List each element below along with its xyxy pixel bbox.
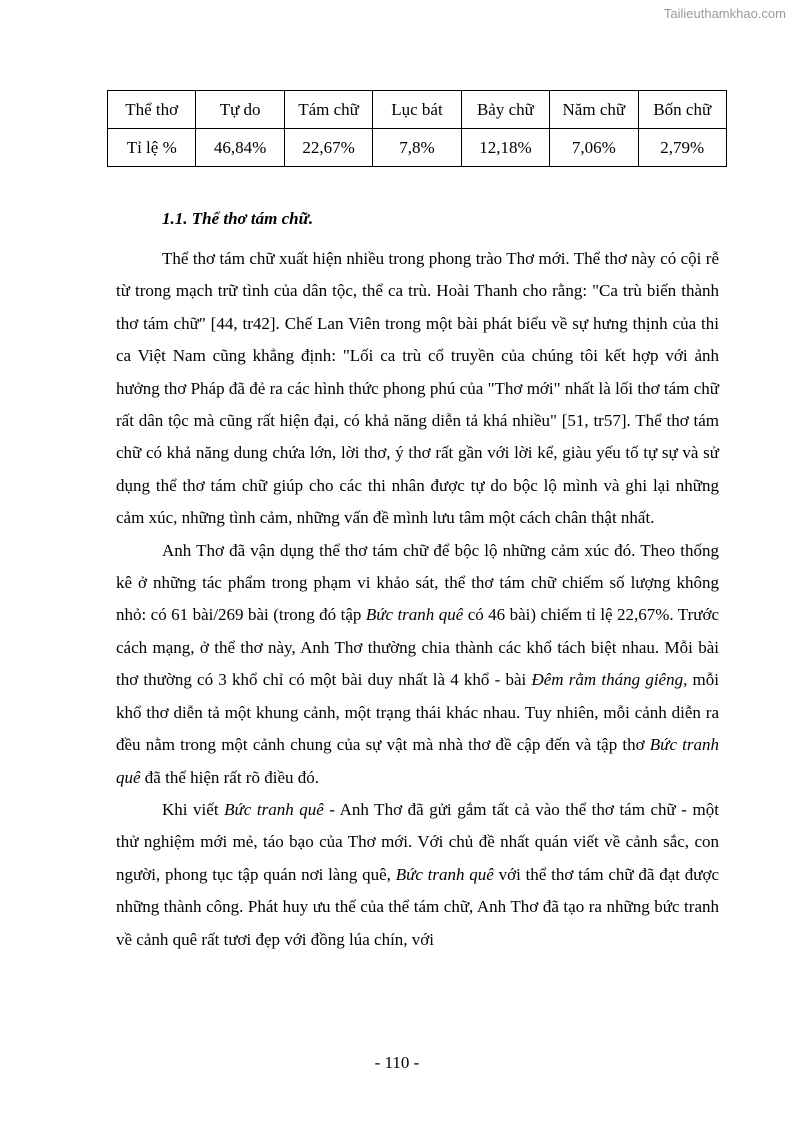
paragraph bbox=[116, 535, 719, 794]
table-header-row bbox=[108, 91, 727, 129]
page-number: - 110 - bbox=[374, 1053, 420, 1072]
table-cell: 46,84% bbox=[196, 129, 284, 167]
text-span: có 46 bài) chiếm tỉ lệ 22,67%. Trước cách mạng, ở thể thơ này, Anh Thơ thường chia thành các khổ tách biệt nhau. Mỗi bài thơ thường có 3 khổ chỉ có một bài duy nhất là 4 khổ - bài bbox=[116, 605, 720, 690]
table-cell: 7,8% bbox=[373, 129, 461, 167]
book-title: Bức tranh quê bbox=[365, 605, 464, 625]
body-text bbox=[116, 243, 719, 956]
paragraph: Thể thơ tám chữ xuất hiện nhiều trong phong trào Thơ mới. Thể thơ này có cội rễ từ trong mạch trữ tình của dân tộc, thể ca trù. Hoài Thanh cho rằng: "Ca trù biến thành thơ tám chữ" [44, tr42]. Chế Lan Viên trong một bài phát biểu về sự hưng thịnh của thi ca Việt Nam cũng khẳng định: "Lối ca trù cổ truyền của chúng tôi kết hợp với ảnh hưởng thơ Pháp đã đẻ ra các hình thức phong phú của "Thơ mới" nhất là lối thơ tám chữ rất dân tộc mà cũng rất hiện đại, có khả năng diễn tả khá nhiều" [51, tr57]. Thể thơ tám chữ có khả năng dung chứa lớn, lời thơ, ý thơ rất gần với lời kể, giàu yếu tố tự sự và sử dụng thể thơ tám chữ giúp cho các thi nhân được tự do bộc lộ mình và ghi lại những cảm xúc, những tình cảm, những vấn đề mình lưu tâm một cách chân thật nhất. bbox=[116, 249, 719, 528]
text-span: Khi viết bbox=[162, 799, 225, 819]
text-span: với thể thơ tám chữ đã đạt được những thành công. Phát huy ưu thế của thể tám chữ, Anh Thơ đã tạo ra những bức tranh về cảnh quê rất tươi đẹp với đồng lúa chín, với bbox=[116, 864, 719, 949]
table-cell: Tự do bbox=[196, 91, 284, 129]
section-heading: 1.1. Thể thơ tám chữ. bbox=[162, 209, 314, 228]
table-cell: Năm chữ bbox=[550, 91, 638, 129]
table-cell: Tám chữ bbox=[284, 91, 372, 129]
table-cell: 12,18% bbox=[461, 129, 549, 167]
table-cell: 22,67% bbox=[284, 129, 372, 167]
table-cell: 7,06% bbox=[550, 129, 638, 167]
poem-title: Đêm rằm tháng giêng, bbox=[531, 670, 688, 690]
table-cell: Lục bát bbox=[373, 91, 461, 129]
watermark: Tailieuthamkhao.com bbox=[663, 6, 786, 21]
text-span: đã thể hiện rất rõ điều đó. bbox=[140, 767, 319, 787]
text-span: mỗi khổ thơ diễn tả một khung cảnh, một trạng thái khác nhau. Tuy nhiên, mỗi cảnh diễn ra đều nằm trong một cảnh chung của sự vật mà nhà thơ đề cập đến và tập thơ bbox=[116, 670, 719, 755]
book-title: Bức tranh quê bbox=[116, 735, 719, 787]
table-cell: Thể thơ bbox=[108, 91, 196, 129]
table-cell: Bảy chữ bbox=[461, 91, 549, 129]
book-title: Bức tranh quê bbox=[395, 864, 494, 884]
book-title: Bức tranh quê bbox=[224, 799, 324, 819]
table-cell: Tỉ lệ % bbox=[108, 129, 196, 167]
text-span: Anh Thơ đã vận dụng thể thơ tám chữ để bộc lộ những cảm xúc đó. Theo thống kê ở những tác phẩm trong phạm vi khảo sát, thể thơ tám chữ chiếm số lượng không nhỏ: có 61 bài/269 bài (trong đó tập bbox=[116, 540, 719, 625]
text-span: - Anh Thơ đã gửi gắm tất cả vào thể thơ tám chữ - một thử nghiệm mới mẻ, táo bạo của Thơ mới. Với chủ đề nhất quán viết về cảnh sắc, con người, phong tục tập quán nơi làng quê, bbox=[116, 799, 719, 884]
table-row bbox=[108, 129, 727, 167]
poetry-form-table bbox=[107, 90, 727, 167]
table-cell: Bốn chữ bbox=[638, 91, 726, 129]
paragraph bbox=[116, 794, 719, 956]
table-cell: 2,79% bbox=[638, 129, 726, 167]
